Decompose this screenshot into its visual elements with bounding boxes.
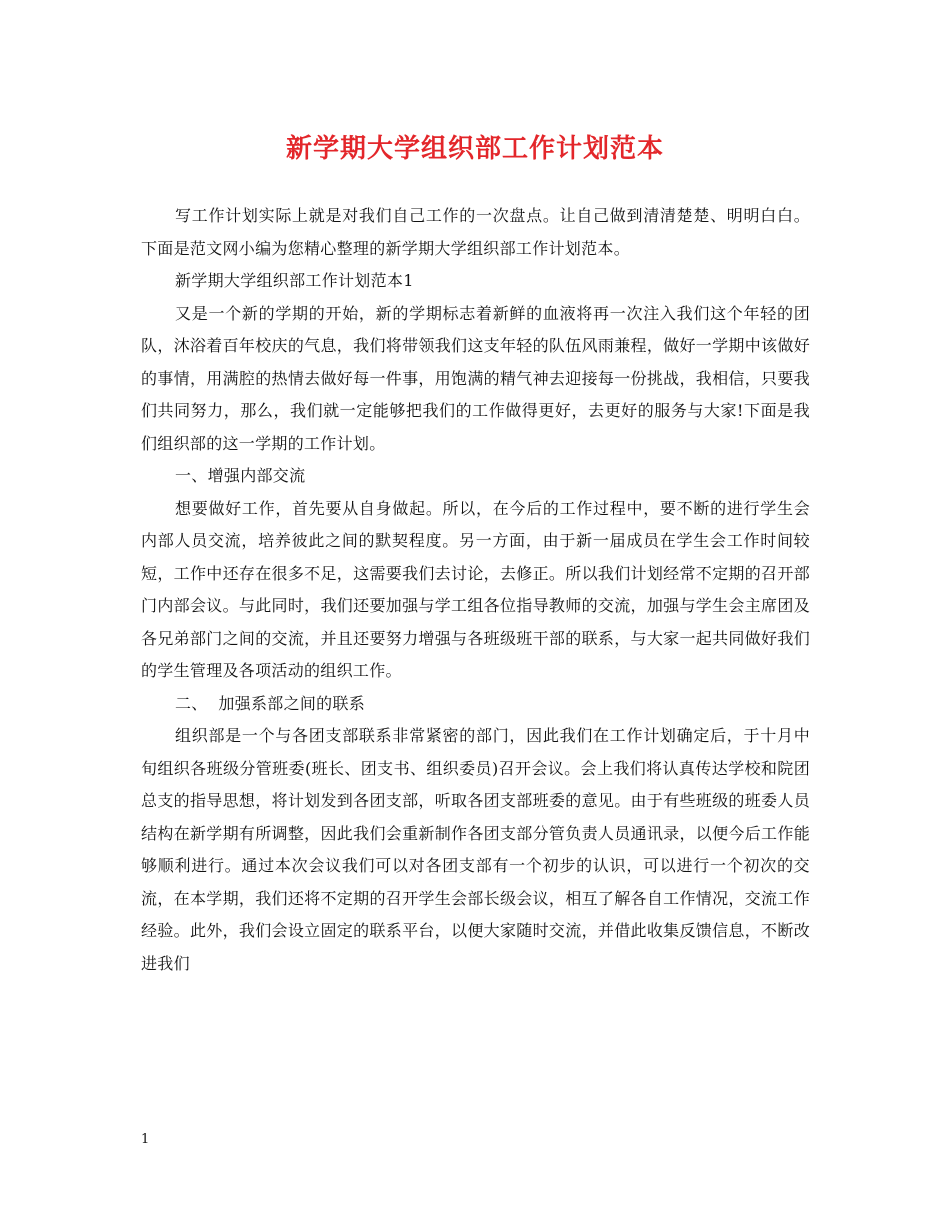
section-heading-internal-communication: 一、增强内部交流 xyxy=(175,466,306,485)
intro-paragraph: 写工作计划实际上就是对我们自己工作的一次盘点。让自己做到清清楚楚、明明白白。下面是范文网小编为您精心整理的新学期大学组织部工作计划范本。 xyxy=(141,206,810,258)
document-body xyxy=(141,200,810,980)
section-heading-sample-1: 新学期大学组织部工作计划范本1 xyxy=(175,271,414,290)
section-heading-department-liaison: 二、 加强系部之间的联系 xyxy=(175,693,366,713)
opening-paragraph: 又是一个新的学期的开始，新的学期标志着新鲜的血液将再一次注入我们这个年轻的团队，沐浴着百年校庆的气息，我们将带领我们这支年轻的队伍风雨兼程，做好一学期中该做好的事情，用满腔的热情去做好每一件事，用饱满的精气神去迎接每一份挑战，我相信，只要我们共同努力，那么，我们就一定能够把我们的工作做得更好，去更好的服务与大家!下面是我们组织部的这一学期的工作计划。 xyxy=(141,303,810,453)
document-title: 新学期大学组织部工作计划范本 xyxy=(285,134,664,164)
internal-communication-paragraph: 想要做好工作，首先要从自身做起。所以，在今后的工作过程中，要不断的进行学生会内部人员交流，培养彼此之间的默契程度。另一方面，由于新一届成员在学生会工作时间较短，工作中还存在很多不足，这需要我们去讨论，去修正。所以我们计划经常不定期的召开部门内部会议。与此同时，我们还要加强与学工组各位指导教师的交流，加强与学生会主席团及各兄弟部门之间的交流，并且还要努力增强与各班级班干部的联系，与大家一起共同做好我们的学生管理及各项活动的组织工作。 xyxy=(141,498,810,680)
page-number: 1 xyxy=(141,1132,150,1147)
department-liaison-paragraph: 组织部是一个与各团支部联系非常紧密的部门，因此我们在工作计划确定后，于十月中旬组织各班级分管班委(班长、团支书、组织委员)召开会议。会上我们将认真传达学校和院团总支的指导思想，将计划发到各团支部，听取各团支部班委的意见。由于有些班级的班委人员结构在新学期有所调整，因此我们会重新制作各团支部分管负责人员通讯录，以便今后工作能够顺利进行。通过本次会议我们可以对各团支部有一个初步的认识，可以进行一个初次的交流，在本学期，我们还将不定期的召开学生会部长级会议，相互了解各自工作情况，交流工作经验。此外，我们会设立固定的联系平台，以便大家随时交流，并借此收集反馈信息，不断改进我们 xyxy=(141,726,810,973)
